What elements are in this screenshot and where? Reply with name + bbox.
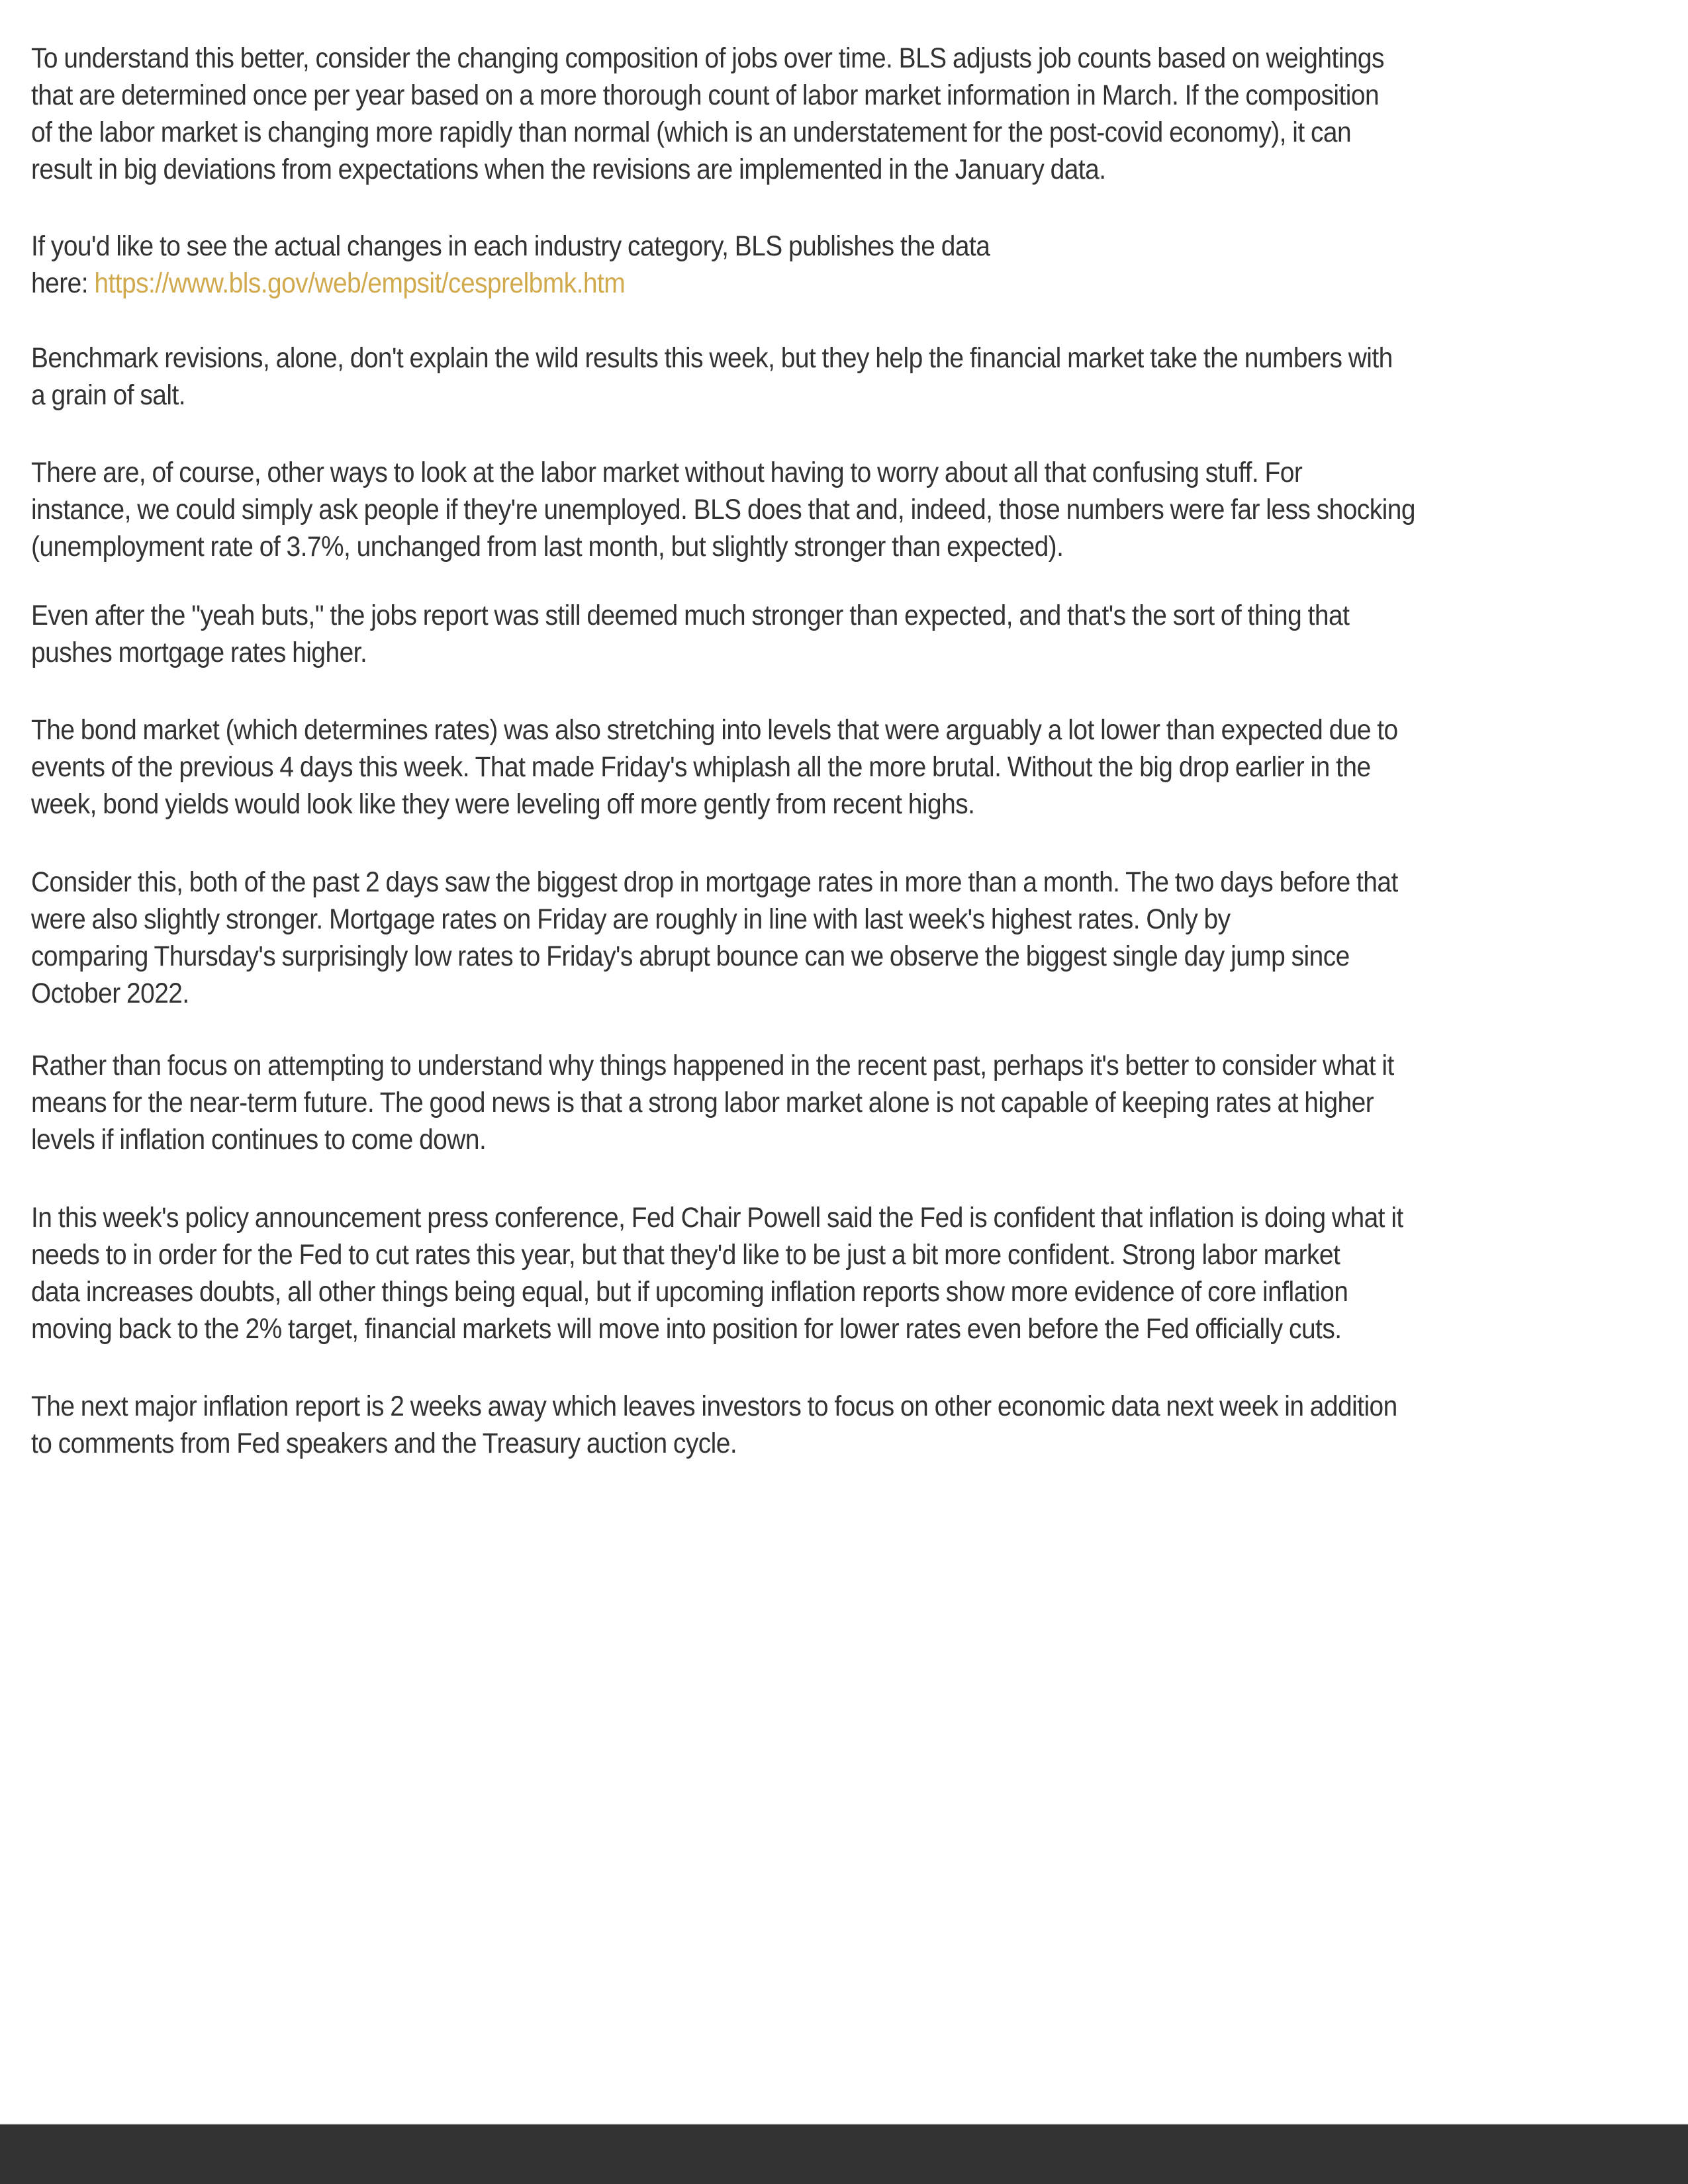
paragraph-yeah-buts xyxy=(31,597,1487,671)
paragraph-line: events of the previous 4 days this week. That made Friday's whiplash all the more brutal. Without the big drop earlier in the xyxy=(31,751,1371,783)
link-line xyxy=(31,265,990,302)
paragraph-mortgage-rates xyxy=(31,864,1542,1012)
paragraph-benchmark-weightings xyxy=(31,40,1526,188)
paragraph-line: that are determined once per year based on a more thorough count of labor market information in March. If the composition xyxy=(31,79,1380,111)
paragraph-line: result in big deviations from expectations when the revisions are implemented in the January data. xyxy=(31,154,1106,185)
paragraph-line: The next major inflation report is 2 weeks away which leaves investors to focus on other economic data next week in addition xyxy=(31,1390,1397,1422)
paragraph-line: pushes mortgage rates higher. xyxy=(31,637,367,668)
paragraph-line: Benchmark revisions, alone, don't explain the wild results this week, but they help the financial market take the numbers with xyxy=(31,342,1393,374)
paragraph-line: comparing Thursday's surprisingly low rates to Friday's abrupt bounce can we observe the biggest single day jump since xyxy=(31,940,1350,972)
paragraph-line: The bond market (which determines rates) was also stretching into levels that were arguably a lot lower than expected due to xyxy=(31,714,1398,746)
paragraph-line: a grain of salt. xyxy=(31,379,186,411)
paragraph-line: to comments from Fed speakers and the Treasury auction cycle. xyxy=(31,1428,737,1459)
paragraph-line: To understand this better, consider the changing composition of jobs over time. BLS adjusts job counts based on weightings xyxy=(31,42,1384,74)
paragraph-line: October 2022. xyxy=(31,978,189,1009)
paragraph-line: If you'd like to see the actual changes in each industry category, BLS publishes the data xyxy=(31,230,990,262)
paragraph-line: instance, we could simply ask people if they're unemployed. BLS does that and, indeed, those numbers were far less shocking xyxy=(31,494,1415,525)
paragraph-line: (unemployment rate of 3.7%, unchanged from last month, but slightly stronger than expected). xyxy=(31,531,1064,563)
paragraph-line: needs to in order for the Fed to cut rates this year, but that they'd like to be just a bit more confident. Strong labor market xyxy=(31,1239,1340,1271)
paragraph-line: There are, of course, other ways to look at the labor market without having to worry about all that confusing stuff. For xyxy=(31,457,1303,488)
page-footer xyxy=(0,2124,1688,2184)
paragraph-benchmark-revisions xyxy=(31,340,1536,414)
paragraph-line: were also slightly stronger. Mortgage rates on Friday are roughly in line with last week's highest rates. Only by xyxy=(31,903,1231,935)
paragraph-line: week, bond yields would look like they were leveling off more gently from recent highs. xyxy=(31,788,975,820)
paragraph-line: levels if inflation continues to come down. xyxy=(31,1124,487,1156)
paragraph-line: of the labor market is changing more rapidly than normal (which is an understatement for the post-covid economy), it can xyxy=(31,116,1352,148)
link-prefix: here: xyxy=(31,267,95,299)
paragraph-line: Rather than focus on attempting to understand why things happened in the recent past, perhaps it's better to consider what it xyxy=(31,1050,1394,1081)
paragraph-line: moving back to the 2% target, financial markets will move into position for lower rates even before the Fed officially cuts. xyxy=(31,1313,1342,1345)
paragraph-line: In this week's policy announcement press conference, Fed Chair Powell said the Fed is confident that inflation is doing what it xyxy=(31,1202,1403,1234)
paragraph-bls-link xyxy=(31,228,1090,302)
bls-benchmark-link[interactable]: https://www.bls.gov/web/empsit/cesprelbmk.htm xyxy=(94,267,626,299)
paragraph-bond-market xyxy=(31,711,1541,823)
paragraph-near-term-future xyxy=(31,1047,1537,1158)
paragraph-line: means for the near-term future. The good news is that a strong labor market alone is not capable of keeping rates at higher xyxy=(31,1087,1374,1118)
paragraph-next-inflation-report xyxy=(31,1388,1540,1462)
paragraph-fed-powell xyxy=(31,1199,1547,1347)
paragraph-unemployment xyxy=(31,454,1560,565)
paragraph-line: data increases doubts, all other things being equal, but if upcoming inflation reports show more evidence of core inflation xyxy=(31,1276,1348,1308)
paragraph-line: Even after the "yeah buts," the jobs report was still deemed much stronger than expected, and that's the sort of thing that xyxy=(31,600,1350,631)
paragraph-line: Consider this, both of the past 2 days saw the biggest drop in mortgage rates in more than a month. The two days before that xyxy=(31,866,1398,898)
